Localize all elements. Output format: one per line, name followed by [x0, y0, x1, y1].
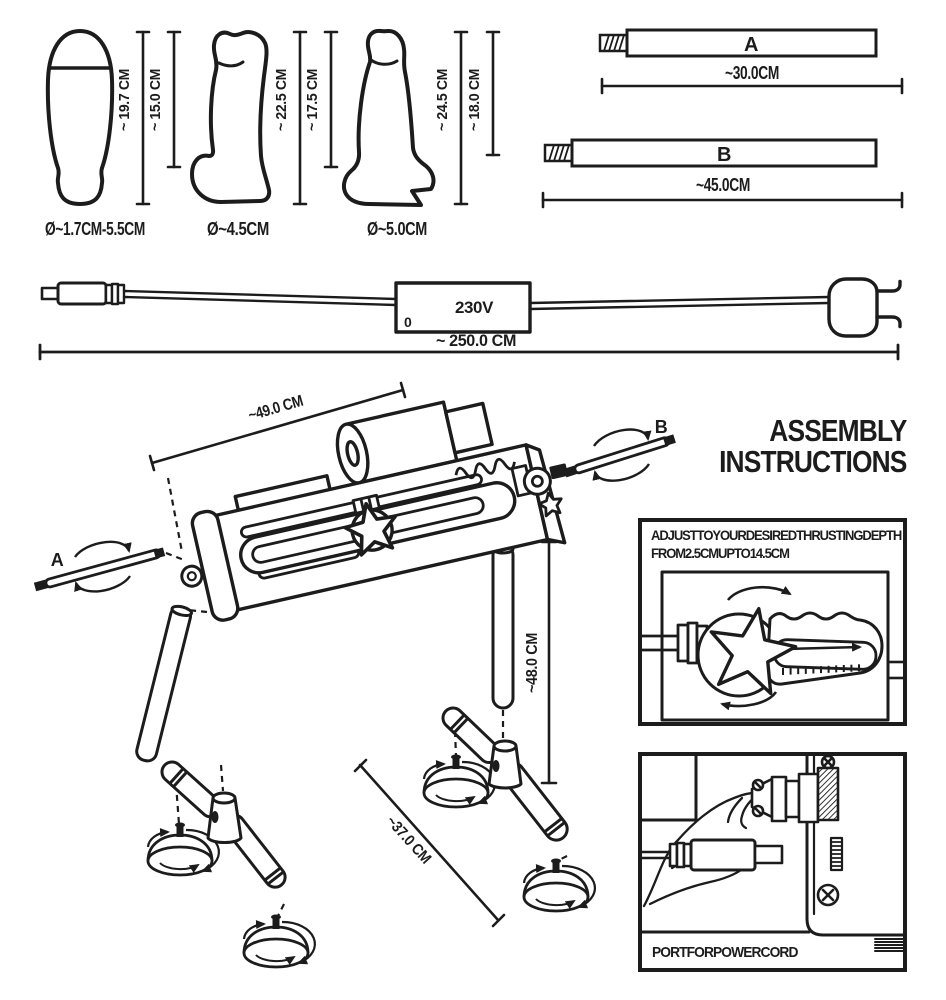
rods-diagram	[540, 0, 946, 215]
cord-length-label: ~ 250.0 CM	[436, 331, 517, 350]
assembly-leg-length-label: ~37.0 CM	[382, 812, 439, 873]
thrust-depth-text	[651, 527, 901, 562]
large-dildo-length-inner-label: ~ 18.0 CM	[466, 64, 483, 131]
rod-b-label: B	[716, 144, 732, 166]
page-title-line1: ASSEMBLY	[768, 413, 906, 448]
attachment-dildo-outline	[192, 32, 269, 202]
vent-block	[875, 939, 903, 951]
leg-assemblies	[158, 704, 572, 891]
page-title	[719, 415, 906, 477]
power-port-label: PORTFORPOWERCORD	[652, 944, 798, 961]
rod-a-label: A	[743, 34, 759, 56]
suction-cup	[524, 859, 595, 912]
assembly-width-label: ~49.0 CM	[246, 389, 316, 425]
dildo-length-inner-label: ~ 17.5 CM	[304, 64, 321, 131]
power-cord-diagram	[0, 265, 946, 370]
page-title-line2: INSTRUCTIONS	[718, 444, 906, 479]
rotate-arrow-top	[728, 587, 790, 600]
aviation-connector	[752, 774, 818, 822]
thrust-depth-inset	[638, 518, 907, 726]
large-dildo-diameter-label: Ø~5.0CM	[367, 219, 427, 239]
dildo-diameter-label: Ø~4.5CM	[207, 219, 269, 239]
sleeve-length-inner-label: ~ 15.0 CM	[147, 64, 164, 131]
assembly-rod-b	[565, 430, 674, 481]
thrust-depth-text-line1: ADJUSTTOYOURDESIREDTHRUSTINGDEPTH	[651, 527, 902, 543]
mains-plug	[829, 279, 900, 336]
dildo-length-outer-label: ~ 22.5 CM	[273, 64, 290, 131]
sleeve-length-outer-label: ~ 19.7 CM	[116, 64, 133, 131]
cord-left	[124, 291, 396, 305]
rod-b	[545, 140, 876, 166]
eyelet-ring-inner	[187, 571, 197, 581]
power-port-drawing	[642, 756, 903, 968]
attachments-diagram	[0, 0, 540, 260]
adapter-switch-marker: 0	[404, 314, 412, 330]
assembly-pole-height-label: ~48.0 CM	[524, 626, 541, 693]
thrust-depth-text-line2: FROM2.5CMUPTO14.5CM	[651, 544, 789, 561]
assembly-rod-a-label: A	[50, 550, 64, 570]
attachment-large-dildo-head-line	[371, 60, 397, 64]
knurled-socket	[818, 768, 838, 820]
suction-cup	[244, 915, 315, 968]
assembly-rod-b-label: B	[654, 417, 668, 437]
cord-right	[530, 297, 829, 309]
rod-b-length-label: ~45.0CM	[696, 175, 750, 195]
large-dildo-length-outer-label: ~ 24.5 CM	[434, 64, 451, 131]
rod-a-length-label: ~30.0CM	[725, 63, 779, 83]
dc-plug	[42, 283, 124, 304]
rod-a	[600, 30, 876, 56]
attachment-sleeve-outline	[48, 31, 112, 204]
panel-screw-top	[822, 756, 834, 768]
attachment-large-dildo-outline	[344, 31, 434, 205]
machine-body	[157, 379, 581, 627]
sleeve-diameter-label: Ø~1.7CM-5.5CM	[45, 219, 145, 239]
attachment-dildo-head-line	[219, 62, 243, 66]
leg-hub	[208, 793, 241, 843]
leg-hub	[489, 741, 521, 788]
panel-ribs	[831, 838, 842, 870]
panel-screw-bottom	[818, 885, 838, 905]
power-port-inset	[638, 752, 907, 972]
adapter-voltage-label: 230V	[455, 298, 495, 317]
